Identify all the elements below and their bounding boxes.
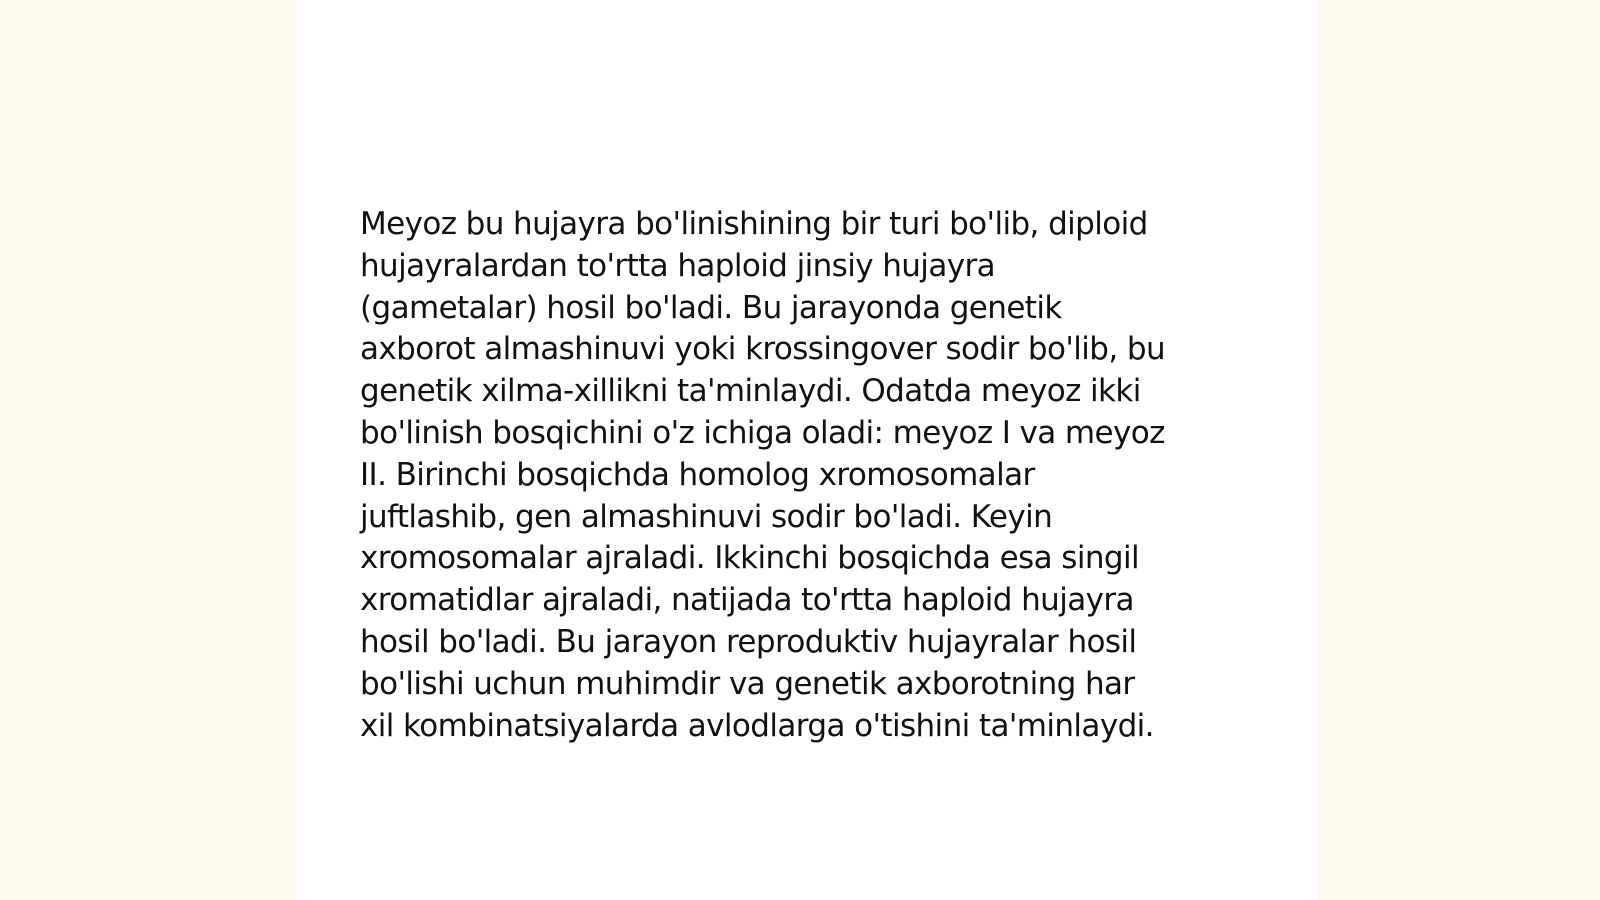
paragraph-line: II. Birinchi bosqichda homolog xromosomalar [360, 456, 1035, 493]
paragraph-line: xil kombinatsiyalarda avlodlarga o'tishini ta'minlaydi. [360, 707, 1154, 744]
paragraph-line: axborot almashinuvi yoki krossingover sodir bo'lib, bu [360, 331, 1165, 368]
paragraph-line: xromosomalar ajraladi. Ikkinchi bosqichda esa singil [360, 540, 1139, 577]
paragraph-line: hujayralardan to'rtta haploid jinsiy hujayra [360, 247, 995, 284]
paragraph-line: Meyoz bu hujayra bo'linishining bir turi bo'lib, diploid [360, 206, 1148, 242]
paragraph-line: hosil bo'ladi. Bu jarayon reproduktiv hujayralar hosil [360, 623, 1137, 660]
paragraph-line: juftlashib, gen almashinuvi sodir bo'ladi. Keyin [360, 498, 1053, 535]
paragraph-line: bo'lishi uchun muhimdir va genetik axborotning har [360, 665, 1135, 702]
paragraph-line: xromatidlar ajraladi, natijada to'rtta haploid hujayra [360, 582, 1134, 619]
paragraph-line: (gametalar) hosil bo'ladi. Bu jarayonda genetik [360, 289, 1062, 326]
paragraph-line: bo'linish bosqichini o'z ichiga oladi: meyoz I va meyoz [360, 414, 1165, 451]
document-page [296, 0, 1319, 900]
paragraph-line: genetik xilma-xillikni ta'minlaydi. Odatda meyoz ikki [360, 373, 1141, 410]
body-paragraph [360, 204, 1260, 747]
